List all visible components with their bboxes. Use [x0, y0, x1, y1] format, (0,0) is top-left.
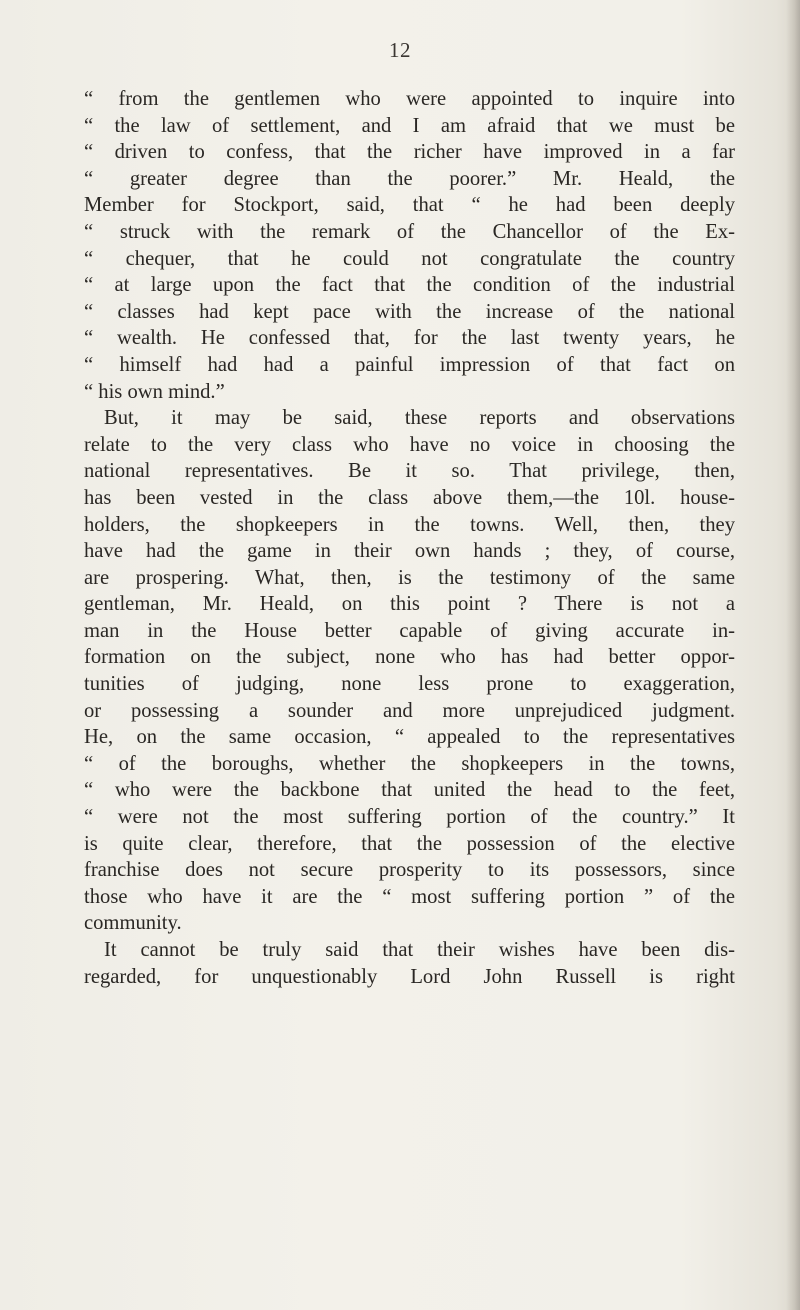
- text-line: “ struck with the remark of the Chancellor of the Ex-: [84, 220, 735, 243]
- text-line: man in the House better capable of giving accurate in-: [84, 619, 735, 642]
- text-line: community.: [84, 912, 182, 935]
- text-line: “ the law of settlement, and I am afraid that we must be: [84, 114, 735, 137]
- page-number: 12: [389, 38, 411, 62]
- text-line: are prospering. What, then, is the testimony of the same: [84, 566, 735, 589]
- text-line: “ his own mind.”: [84, 380, 225, 403]
- text-line: “ chequer, that he could not congratulate the country: [84, 247, 735, 270]
- text-line: He, on the same occasion, “ appealed to the representatives: [84, 726, 735, 749]
- text-line: “ of the boroughs, whether the shopkeepers in the towns,: [84, 752, 735, 775]
- text-line: It cannot be truly said that their wishes have been dis-: [104, 939, 735, 961]
- text-line: have had the game in their own hands ; they, of course,: [84, 540, 735, 563]
- text-line: “ who were the backbone that united the head to the feet,: [84, 779, 735, 802]
- page-edge-shadow: [786, 0, 800, 1310]
- text-line: “ himself had had a painful impression of that fact on: [84, 353, 735, 376]
- text-line: holders, the shopkeepers in the towns. Well, then, they: [84, 513, 735, 536]
- text-line: “ wealth. He confessed that, for the last twenty years, he: [84, 327, 735, 350]
- text-line: “ classes had kept pace with the increase of the national: [84, 300, 735, 323]
- text-line: gentleman, Mr. Heald, on this point ? There is not a: [84, 593, 735, 616]
- body-text: [84, 86, 735, 990]
- text-line: or possessing a sounder and more unprejudiced judgment.: [84, 699, 735, 722]
- text-line: relate to the very class who have no voice in choosing the: [84, 433, 735, 456]
- text-line: formation on the subject, none who has had better oppor-: [84, 646, 735, 669]
- text-line: “ at large upon the fact that the condition of the industrial: [84, 274, 735, 297]
- text-line: regarded, for unquestionably Lord John Russell is right: [84, 965, 735, 988]
- text-line: “ driven to confess, that the richer have improved in a far: [84, 141, 735, 164]
- text-line: “ were not the most suffering portion of the country.” It: [84, 806, 735, 829]
- text-line: those who have it are the “ most suffering portion ” of the: [84, 885, 735, 908]
- text-line: Member for Stockport, said, that “ he had been deeply: [84, 194, 735, 217]
- text-line: But, it may be said, these reports and observations: [104, 407, 735, 430]
- text-line: national representatives. Be it so. That privilege, then,: [84, 460, 735, 483]
- text-line: is quite clear, therefore, that the possession of the elective: [84, 832, 735, 855]
- text-line: has been vested in the class above them,—the 10l. house-: [84, 486, 735, 509]
- text-line: franchise does not secure prosperity to its possessors, since: [84, 859, 735, 882]
- text-line: tunities of judging, none less prone to exaggeration,: [84, 673, 735, 696]
- text-line: “ greater degree than the poorer.” Mr. Heald, the: [84, 167, 735, 190]
- text-line: “ from the gentlemen who were appointed to inquire into: [84, 88, 735, 110]
